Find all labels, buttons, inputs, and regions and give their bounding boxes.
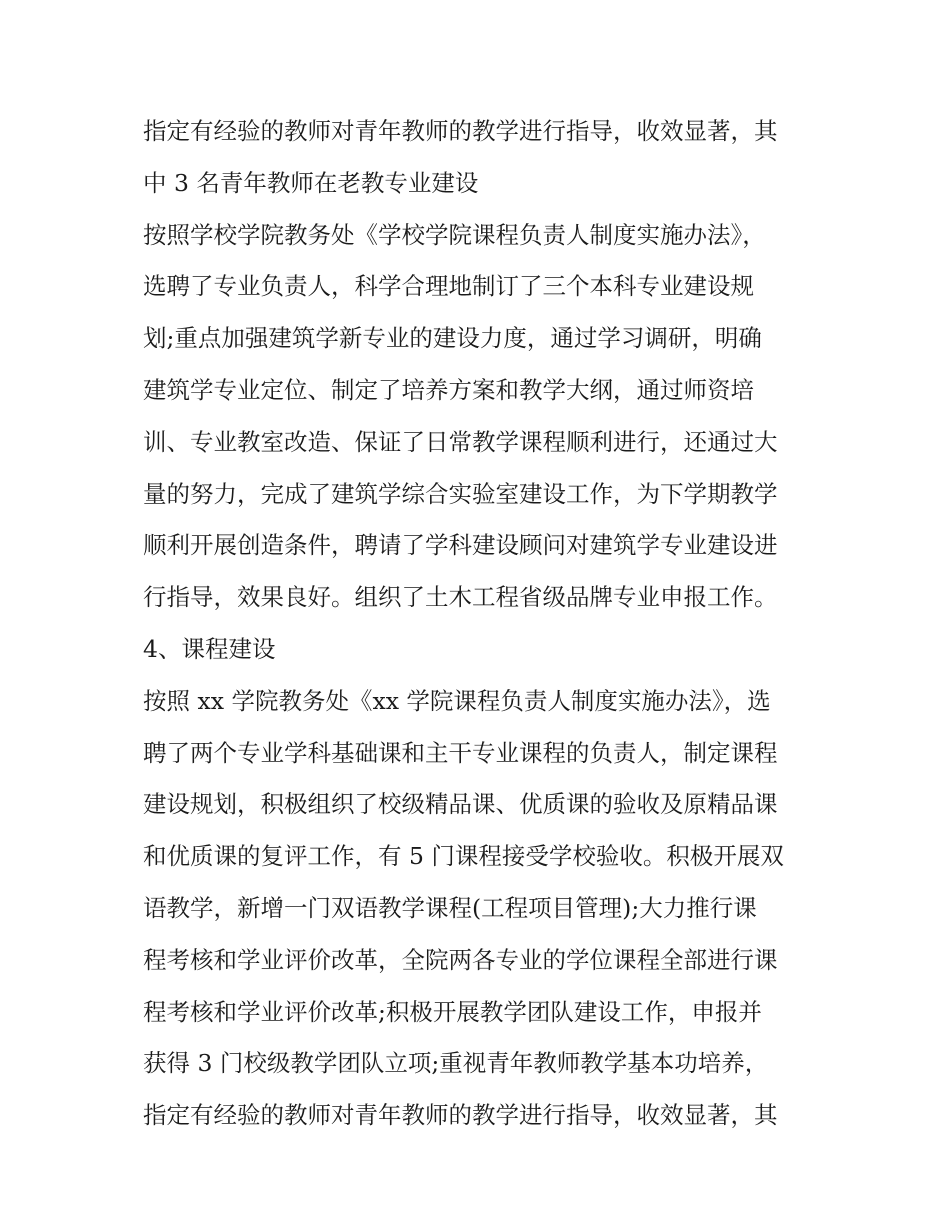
text-line: 建筑学专业定位、制定了培养方案和教学大纲，通过师资培 bbox=[143, 375, 754, 404]
text-line: 指定有经验的教师对青年教师的教学进行指导，收效显著，其 bbox=[143, 1101, 778, 1130]
text-line: 和优质课的复评工作，有 5 门课程接受学校验收。积极开展双 bbox=[143, 842, 784, 871]
text-line: 语教学，新增一门双语教学课程(工程项目管理);大力推行课 bbox=[143, 893, 757, 922]
text-line: 获得 3 门校级教学团队立项;重视青年教师教学基本功培养， bbox=[143, 1049, 769, 1078]
text-line: 选聘了专业负责人，科学合理地制订了三个本科专业建设规 bbox=[143, 272, 754, 301]
text-line: 顺利开展创造条件，聘请了学科建设顾问对建筑学专业建设进 bbox=[143, 531, 778, 560]
text-line: 聘了两个专业学科基础课和主干专业课程的负责人，制定课程 bbox=[143, 738, 778, 767]
text-line: 程考核和学业评价改革;积极开展教学团队建设工作，申报并 bbox=[143, 997, 762, 1026]
text-line: 指定有经验的教师对青年教师的教学进行指导，收效显著，其 bbox=[143, 117, 778, 145]
text-line: 按照 xx 学院教务处《xx 学院课程负责人制度实施办法》，选 bbox=[143, 686, 771, 715]
text-line: 量的努力，完成了建筑学综合实验室建设工作，为下学期教学 bbox=[143, 479, 778, 508]
text-line: 划;重点加强建筑学新专业的建设力度，通过学习调研，明确 bbox=[143, 324, 762, 353]
text-line: 行指导，效果良好。组织了土木工程省级品牌专业申报工作。 bbox=[143, 583, 778, 612]
text-line: 训、专业教室改造、保证了日常教学课程顺利进行，还通过大 bbox=[143, 427, 778, 456]
section-heading: 4、课程建设 bbox=[143, 634, 276, 663]
text-line: 建设规划，积极组织了校级精品课、优质课的验收及原精品课 bbox=[143, 790, 778, 819]
document-body bbox=[143, 106, 823, 1142]
text-line: 程考核和学业评价改革，全院两各专业的学位课程全部进行课 bbox=[143, 945, 778, 974]
text-line: 中 3 名青年教师在老教专业建设 bbox=[143, 168, 479, 197]
text-line: 按照学校学院教务处《学校学院课程负责人制度实施办法》， bbox=[143, 220, 766, 249]
